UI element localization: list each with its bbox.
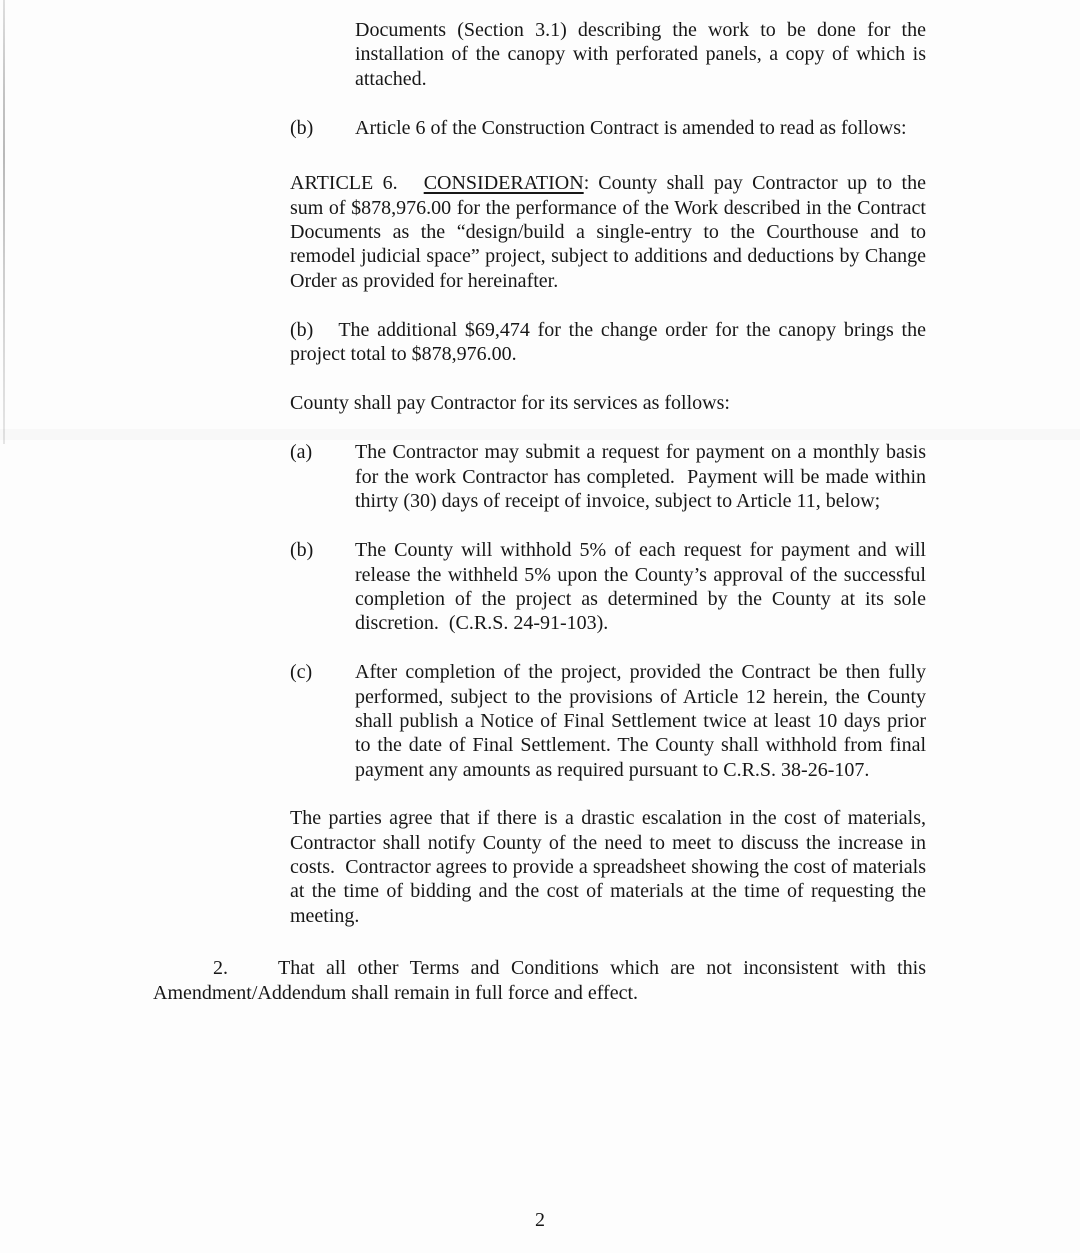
payment-item-b-text: The County will withhold 5% of each request for payment and will release the withheld 5% upon the County’s approval of the successful completion of the project as determined by the County at its sole discretion. (C.R.S. 24-91-103). xyxy=(355,539,931,635)
item-label: (c) xyxy=(290,661,313,684)
article-6-colon: : xyxy=(583,172,590,195)
page-number: 2 xyxy=(535,1209,545,1231)
item-label: (b) xyxy=(290,318,314,341)
amendment-item-text: Article 6 of the Construction Contract is amended to read as follows: xyxy=(355,116,907,139)
payment-item-c-text: After completion of the project, provided the Contract be then fully performed, subject to the provisions of Article 12 herein, the County shall publish a Notice of Final Settlement twice at least 10 days prior to the date of Final Settlement. The County shall withhold from final payment any amounts as required pursuant to C.R.S. 38-26-107. xyxy=(355,661,931,781)
article-6-heading: CONSIDERATION xyxy=(423,172,584,195)
payment-item-b xyxy=(290,538,931,636)
item-label: (b) xyxy=(290,539,314,562)
continuation-paragraph-text: Documents (Section 3.1) describing the work to be done for the installation of the canopy with perforated panels, a copy of which is attached. xyxy=(355,19,931,90)
escalation-paragraph xyxy=(290,806,931,928)
addition-paragraph-b xyxy=(290,318,931,367)
escalation-paragraph-text: The parties agree that if there is a drastic escalation in the cost of materials, Contractor shall notify County of the need to meet to discuss the increase in costs. Contractor agrees to provide a spreadsheet showing the cost of materials at the time of bidding and the cost of materials at the time of requesting the meeting. xyxy=(290,807,931,927)
amendment-item-b xyxy=(290,116,926,140)
article-6-body: County shall pay Contractor up to the sum of $878,976.00 for the performance of the Work described in the Contract Documents as the “design/build a single-entry to the Courthouse and to remodel judicial space” project, subject to additions and deductions by Change Order as provided for hereinafter. xyxy=(290,172,931,292)
addition-paragraph-text: The additional $69,474 for the change order for the canopy brings the project total to $878,976.00. xyxy=(290,318,931,366)
continuation-paragraph xyxy=(355,18,931,91)
payment-intro xyxy=(290,391,926,415)
article-6-lead: ARTICLE 6. xyxy=(290,172,398,195)
payment-item-a-text: The Contractor may submit a request for payment on a monthly basis for the work Contractor has completed. Payment will be made within thirty (30) days of receipt of invoice, subject to Article 11, below; xyxy=(355,441,931,513)
payment-intro-text: County shall pay Contractor for its services as follows: xyxy=(290,391,730,414)
document-body xyxy=(153,18,931,1005)
payment-item-c xyxy=(290,660,931,782)
closing-clause-text: That all other Terms and Conditions which are not inconsistent with this Amendment/Addendum shall remain in full force and effect. xyxy=(153,957,930,1004)
article-6-paragraph xyxy=(290,171,931,293)
clause-number: 2. xyxy=(213,957,228,980)
scan-edge-artifact xyxy=(3,0,5,444)
payment-item-a xyxy=(290,440,931,513)
item-label: (b) xyxy=(290,116,314,139)
item-label: (a) xyxy=(290,441,313,464)
closing-clause xyxy=(153,956,930,1005)
